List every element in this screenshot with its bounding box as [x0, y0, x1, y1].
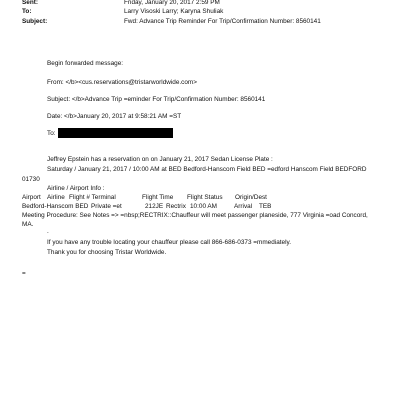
- subject-label: Subject:: [22, 18, 48, 25]
- dot-separator: .: [47, 228, 49, 235]
- meeting-procedure-line1: Meeting Procedure: See Notes => =nbsp;RECTRIX::Chauffeur will meet passenger planeside, 777 Virginia =oad Concord,: [22, 212, 368, 219]
- sent-label: Sent:: [22, 0, 38, 6]
- meeting-procedure-line2: MA.: [22, 221, 34, 228]
- reservation-line: Jeffrey Epstein has a reservation on on January 21, 2017 Sedan License Plate :: [47, 156, 273, 163]
- forwarded-subject: Subject: </b>Advance Trip =eminder For Trip/Confirmation Number: 8560141: [47, 96, 266, 103]
- trailing-char: =: [22, 270, 26, 277]
- cell-flight-status: Arrival: [234, 203, 253, 210]
- airline-info-label: Airline / Airport Info :: [47, 185, 105, 192]
- help-line: If you have any trouble locating your chauffeur please call 866-686-0373 =mmediately.: [47, 239, 292, 246]
- sent-value: Friday, January 20, 2017 2:59 PM: [124, 0, 220, 6]
- col-header-flight-status: Flight Status: [187, 194, 223, 201]
- cell-flight-time: 10:00 AM: [190, 203, 218, 210]
- forwarded-to-label: To:: [47, 130, 56, 137]
- to-value: Larry Visoski Larry; Karyna Shuliak: [124, 8, 224, 15]
- col-header-airport: Airport: [22, 194, 41, 201]
- cell-flight-number: 212JE: [145, 203, 164, 210]
- forwarded-date: Date: </b>January 20, 2017 at 9:58:21 AM =ST: [47, 113, 182, 120]
- col-header-flight-terminal: Flight # Terminal: [69, 194, 116, 201]
- trip-line: Saturday / January 21, 2017 / 10:00 AM at BED Bedford-Hanscom Field BED =edford Hanscom Field BEDFORD: [47, 166, 367, 173]
- redaction-bar: [58, 128, 173, 138]
- cell-airport: Bedford-Hanscom BED: [22, 203, 89, 210]
- thanks-line: Thank you for choosing Tristar Worldwide.: [47, 249, 167, 256]
- forwarded-from: From: </b><cus.reservations@tristarworldwide.com>: [47, 79, 197, 86]
- col-header-flight-time: Flight Time: [142, 194, 174, 201]
- zip-code: 01730: [22, 176, 40, 183]
- cell-airline: Private =et: [91, 203, 122, 210]
- to-label: To:: [22, 8, 32, 15]
- forwarded-intro: Begin forwarded message:: [47, 60, 124, 67]
- subject-value: Fwd: Advance Trip Reminder For Trip/Confirmation Number: 8560141: [124, 18, 321, 25]
- cell-origin-dest: TEB: [259, 203, 272, 210]
- col-header-origin-dest: Origin/Dest: [235, 194, 267, 201]
- cell-terminal: Rectrix: [166, 203, 186, 210]
- col-header-airline: Airline: [47, 194, 65, 201]
